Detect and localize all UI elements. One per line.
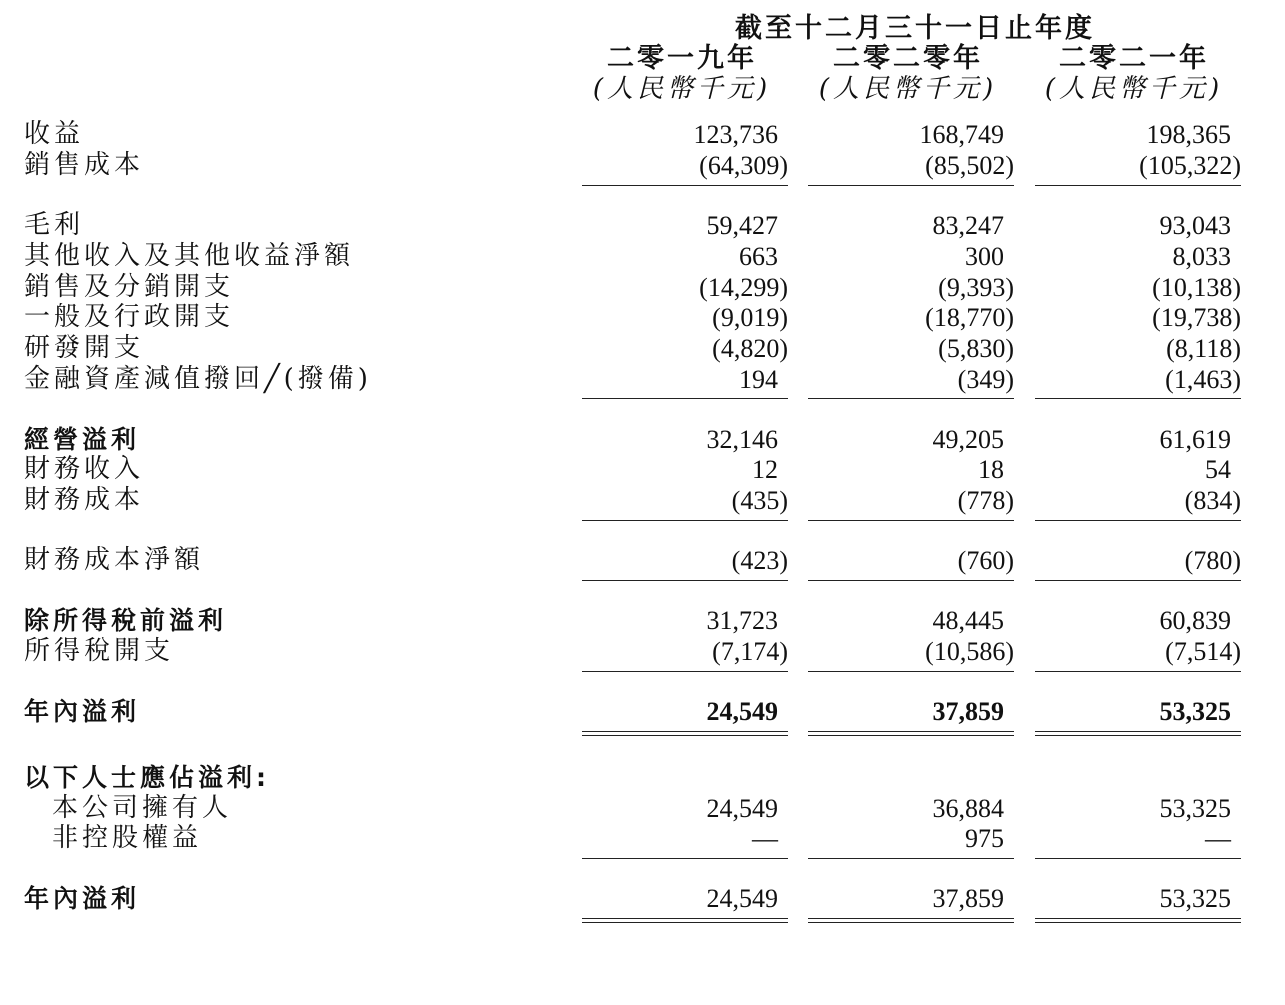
rule-single xyxy=(582,858,788,859)
cell-cost-of-sales-2020: (85,502) xyxy=(925,151,1014,180)
rule-single xyxy=(1035,858,1241,859)
rule-double xyxy=(1035,918,1241,923)
cell-profit-for-year-2021: 53,325 xyxy=(1159,697,1231,726)
row-label-net-finance-costs: 財務成本淨額 xyxy=(24,545,205,575)
cell-revenue-2020: 168,749 xyxy=(919,120,1004,149)
rule-double xyxy=(582,918,788,923)
cell-operating-profit-2019: 32,146 xyxy=(706,425,778,454)
rule-single xyxy=(1035,580,1241,581)
row-label-admin-expenses: 一般及行政開支 xyxy=(24,302,235,332)
row-label-other-income: 其他收入及其他收益淨額 xyxy=(24,241,355,271)
cell-finance-costs-2020: (778) xyxy=(957,486,1014,515)
rule-single xyxy=(808,520,1014,521)
cell-net-finance-costs-2021: (780) xyxy=(1184,546,1241,575)
row-label-impairment: 金融資產減值撥回╱(撥備) xyxy=(24,364,372,394)
cell-rnd-expenses-2021: (8,118) xyxy=(1166,334,1241,363)
row-label-non-controlling: 非控股權益 xyxy=(52,823,203,853)
rule-double xyxy=(808,731,1014,736)
row-label-selling-expenses: 銷售及分銷開支 xyxy=(24,272,235,302)
rule-single xyxy=(582,580,788,581)
rule-single xyxy=(808,858,1014,859)
row-label-finance-income: 財務收入 xyxy=(24,454,145,484)
rule-single xyxy=(1035,520,1241,521)
cell-gross-profit-2019: 59,427 xyxy=(706,211,778,240)
rule-single xyxy=(808,398,1014,399)
cell-profit-for-year-total-2019: 24,549 xyxy=(706,884,778,913)
cell-other-income-2020: 300 xyxy=(965,242,1004,271)
row-label-owners: 本公司擁有人 xyxy=(52,793,233,823)
cell-operating-profit-2021: 61,619 xyxy=(1159,425,1231,454)
cell-other-income-2021: 8,033 xyxy=(1172,242,1231,271)
rule-single xyxy=(1035,398,1241,399)
rule-single xyxy=(808,671,1014,672)
cell-selling-expenses-2019: (14,299) xyxy=(699,273,788,302)
year-2020-heading: 二零二零年 xyxy=(833,43,983,74)
row-label-gross-profit: 毛利 xyxy=(24,210,85,240)
cell-impairment-2020: (349) xyxy=(957,365,1014,394)
row-label-rnd-expenses: 研發開支 xyxy=(24,333,145,363)
cell-admin-expenses-2019: (9,019) xyxy=(712,303,788,332)
cell-admin-expenses-2021: (19,738) xyxy=(1152,303,1241,332)
row-label-income-tax: 所得稅開支 xyxy=(24,636,175,666)
rule-double xyxy=(582,731,788,736)
rule-single xyxy=(808,185,1014,186)
cell-income-tax-2019: (7,174) xyxy=(712,637,788,666)
row-label-finance-costs: 財務成本 xyxy=(24,485,145,515)
cell-impairment-2021: (1,463) xyxy=(1165,365,1241,394)
cell-finance-income-2019: 12 xyxy=(752,455,778,484)
cell-owners-2020: 36,884 xyxy=(932,794,1004,823)
cell-other-income-2019: 663 xyxy=(739,242,778,271)
row-label-cost-of-sales: 銷售成本 xyxy=(24,150,145,180)
unit-label-2020: (人民幣千元) xyxy=(818,74,998,104)
cell-non-controlling-2021: — xyxy=(1205,824,1231,853)
cell-profit-before-tax-2019: 31,723 xyxy=(706,606,778,635)
cell-owners-2021: 53,325 xyxy=(1159,794,1231,823)
cell-net-finance-costs-2019: (423) xyxy=(731,546,788,575)
rule-single xyxy=(1035,185,1241,186)
rule-double xyxy=(1035,731,1241,736)
cell-revenue-2021: 198,365 xyxy=(1146,120,1231,149)
cell-owners-2019: 24,549 xyxy=(706,794,778,823)
cell-profit-for-year-total-2021: 53,325 xyxy=(1159,884,1231,913)
cell-net-finance-costs-2020: (760) xyxy=(957,546,1014,575)
cell-profit-for-year-2020: 37,859 xyxy=(932,697,1004,726)
cell-finance-income-2020: 18 xyxy=(978,455,1004,484)
cell-revenue-2019: 123,736 xyxy=(693,120,778,149)
period-heading: 截至十二月三十一日止年度 xyxy=(735,13,1095,44)
cell-operating-profit-2020: 49,205 xyxy=(932,425,1004,454)
cell-non-controlling-2020: 975 xyxy=(965,824,1004,853)
cell-selling-expenses-2020: (9,393) xyxy=(938,273,1014,302)
cell-finance-costs-2019: (435) xyxy=(731,486,788,515)
cell-gross-profit-2020: 83,247 xyxy=(932,211,1004,240)
row-label-profit-for-year: 年內溢利 xyxy=(24,697,141,726)
cell-profit-before-tax-2020: 48,445 xyxy=(932,606,1004,635)
rule-single xyxy=(582,520,788,521)
cell-finance-costs-2021: (834) xyxy=(1184,486,1241,515)
cell-profit-for-year-2019: 24,549 xyxy=(706,697,778,726)
cell-income-tax-2021: (7,514) xyxy=(1165,637,1241,666)
cell-profit-for-year-total-2020: 37,859 xyxy=(932,884,1004,913)
unit-label-2021: (人民幣千元) xyxy=(1044,74,1224,104)
rule-double xyxy=(808,918,1014,923)
row-label-attributable-to: 以下人士應佔溢利: xyxy=(24,763,270,792)
rule-single xyxy=(808,580,1014,581)
cell-gross-profit-2021: 93,043 xyxy=(1159,211,1231,240)
year-2021-heading: 二零二一年 xyxy=(1059,43,1209,74)
row-label-operating-profit: 經營溢利 xyxy=(24,425,141,454)
row-label-profit-before-tax: 除所得稅前溢利 xyxy=(24,606,228,635)
cell-cost-of-sales-2019: (64,309) xyxy=(699,151,788,180)
cell-rnd-expenses-2020: (5,830) xyxy=(938,334,1014,363)
unit-label-2019: (人民幣千元) xyxy=(592,74,772,104)
row-label-profit-for-year-total: 年內溢利 xyxy=(24,884,141,913)
cell-profit-before-tax-2021: 60,839 xyxy=(1159,606,1231,635)
year-2019-heading: 二零一九年 xyxy=(607,43,757,74)
rule-single xyxy=(582,398,788,399)
cell-non-controlling-2019: — xyxy=(752,824,778,853)
cell-cost-of-sales-2021: (105,322) xyxy=(1139,151,1241,180)
cell-income-tax-2020: (10,586) xyxy=(925,637,1014,666)
rule-single xyxy=(582,185,788,186)
row-label-revenue: 收益 xyxy=(24,119,85,149)
cell-rnd-expenses-2019: (4,820) xyxy=(712,334,788,363)
cell-impairment-2019: 194 xyxy=(739,365,778,394)
rule-single xyxy=(582,671,788,672)
rule-single xyxy=(1035,671,1241,672)
cell-admin-expenses-2020: (18,770) xyxy=(925,303,1014,332)
cell-finance-income-2021: 54 xyxy=(1205,455,1231,484)
cell-selling-expenses-2021: (10,138) xyxy=(1152,273,1241,302)
